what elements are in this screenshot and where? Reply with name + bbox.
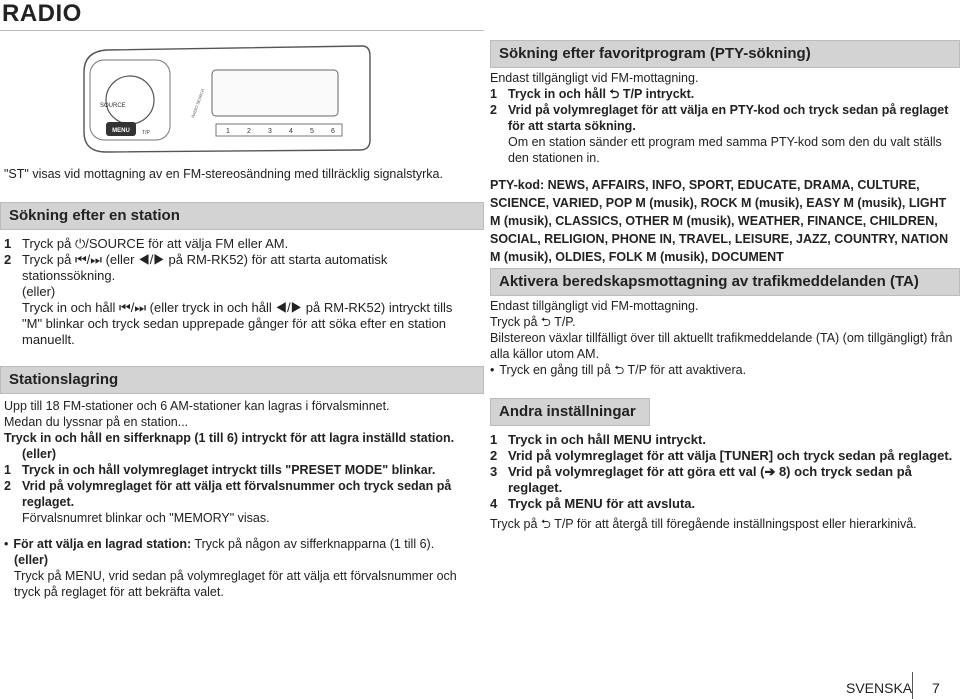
footer-divider	[912, 672, 913, 699]
select-menu: Tryck på MENU, vrid sedan på volymreglaget för att välja ett förvalsnummer och tryck på reglaget för att bekräfta valet.	[14, 569, 457, 599]
store-step-2: 2 Vrid på volymreglaget för att välja ett förvalsnummer och tryck sedan på reglaget.	[4, 479, 452, 509]
page-title-bar	[0, 0, 484, 31]
select-section	[4, 536, 474, 600]
other-step-1: 1 Tryck in och håll MENU intryckt.	[490, 432, 706, 447]
ta-fm-only: Endast tillgängligt vid FM-mottagning.	[490, 299, 699, 313]
preset-3: 3	[268, 128, 272, 135]
brand-label: RADIO SEARCH	[190, 88, 206, 119]
pty-section	[490, 70, 956, 166]
pty-codes-text: PTY-kod: NEWS, AFFAIRS, INFO, SPORT, EDUCATE, DRAMA, CULTURE, SCIENCE, VARIED, POP M (musik), ROCK M (musik), EASY M (musik), LIGHT M (musik), CLASSICS, OTHER M (musik), WEATHER, FINANCE, CHILDREN, SOCIAL, RELIGION, PHONE IN, TRAVEL, LEISURE, JAZZ, COUNTRY, NATION M (musik), OLDIES, FOLK M (musik), DOCUMENT	[490, 178, 949, 264]
ta-bullet: • Tryck en gång till på ⮌ T/P för att avaktivera.	[490, 362, 956, 378]
store-or: (eller)	[22, 447, 57, 461]
store-blink: Förvalsnumret blinkar och "MEMORY" visas.	[22, 511, 270, 525]
search-header	[0, 202, 484, 230]
pty-step-2: 2 Vrid på volymreglaget för att välja en PTY-kod och tryck sedan på reglaget för att starta sökning.	[490, 103, 949, 133]
search-header-text: Sökning efter en station	[9, 207, 180, 224]
preset-4: 4	[289, 128, 293, 135]
store-p2: Medan du lyssnar på en station...	[4, 415, 189, 429]
pty-fm-only: Endast tillgängligt vid FM-mottagning.	[490, 71, 699, 85]
store-header-text: Stationslagring	[9, 371, 119, 388]
other-step-3: 3 Vrid på volymreglaget för att göra ett val (➔ 8) och tryck sedan på reglaget.	[490, 464, 912, 495]
other-back: Tryck på ⮌ T/P för att återgå till föregående inställningspost eller hierarkinivå.	[490, 517, 917, 531]
preset-6: 6	[331, 128, 335, 135]
store-main: Tryck in och håll en sifferknapp (1 till 6) intryckt för att lagra inställd station.	[4, 431, 455, 445]
pty-note: Om en station sänder ett program med samma PTY-kod som den du valt ställs den stationen in.	[508, 135, 942, 165]
search-manual: Tryck in och håll ⏮/⏭ (eller tryck in och håll ◀/▶ på RM-RK52) intryckt tills "M" blinkar och tryck sedan upprepade gånger för att söka efter en station manuellt.	[22, 300, 453, 347]
preset-2: 2	[247, 128, 251, 135]
ta-header-text: Aktivera beredskapsmottagning av trafikmeddelanden (TA)	[499, 273, 919, 290]
store-p1: Upp till 18 FM-stationer och 6 AM-stationer kan lagras i förvalsminnet.	[4, 399, 390, 413]
other-step-2: 2 Vrid på volymreglaget för att välja [TUNER] och tryck sedan på reglaget.	[490, 448, 953, 463]
source-label: SOURCE	[100, 103, 126, 109]
search-or: (eller)	[22, 284, 56, 299]
page-title: RADIO	[2, 0, 82, 27]
search-step-2: 2 Tryck på ⏮/⏭ (eller ◀/▶ på RM-RK52) för att starta automatisk stationssökning.	[4, 252, 388, 283]
store-step-1: 1 Tryck in och håll volymreglaget intryckt tills "PRESET MODE" blinkar.	[4, 463, 436, 477]
other-header	[490, 398, 650, 426]
st-note-text: "ST" visas vid mottagning av en FM-stereosändning med tillräcklig signalstyrka.	[4, 167, 443, 181]
select-or: (eller)	[14, 553, 49, 567]
menu-label: MENU	[112, 128, 130, 134]
pty-codes	[490, 176, 956, 266]
tp-label: T/P	[142, 130, 150, 136]
select-bullet-rest: Tryck på någon av sifferknapparna (1 till 6).	[191, 537, 435, 551]
search-section	[4, 236, 474, 348]
ta-section	[490, 298, 956, 378]
other-header-text: Andra inställningar	[499, 403, 636, 420]
st-note	[4, 166, 474, 182]
other-step-4: 4 Tryck på MENU för att avsluta.	[490, 496, 696, 511]
store-header	[0, 366, 484, 394]
ta-desc: Bilstereon växlar tillfälligt över till aktuellt trafikmeddelande (TA) (om tillgängligt) från alla källor utom AM.	[490, 331, 953, 361]
pty-step-1: 1 Tryck in och håll ⮌ T/P intryckt.	[490, 87, 695, 101]
display-window	[212, 70, 338, 116]
radio-illustration	[76, 42, 372, 154]
store-section	[4, 398, 474, 526]
footer-lang: SVENSKA	[846, 680, 913, 696]
ta-header	[490, 268, 960, 296]
other-section	[490, 432, 956, 532]
select-bullet	[4, 536, 474, 552]
ta-press: Tryck på ⮌ T/P.	[490, 315, 576, 329]
preset-5: 5	[310, 128, 314, 135]
pty-header	[490, 40, 960, 68]
preset-1: 1	[226, 128, 230, 135]
search-step-1: 1 Tryck på ⏻/SOURCE för att välja FM eller AM.	[4, 236, 289, 251]
footer-page: 7	[932, 680, 940, 696]
pty-header-text: Sökning efter favoritprogram (PTY-sökning)	[499, 45, 811, 62]
select-bullet-bold: För att välja en lagrad station:	[13, 537, 192, 551]
